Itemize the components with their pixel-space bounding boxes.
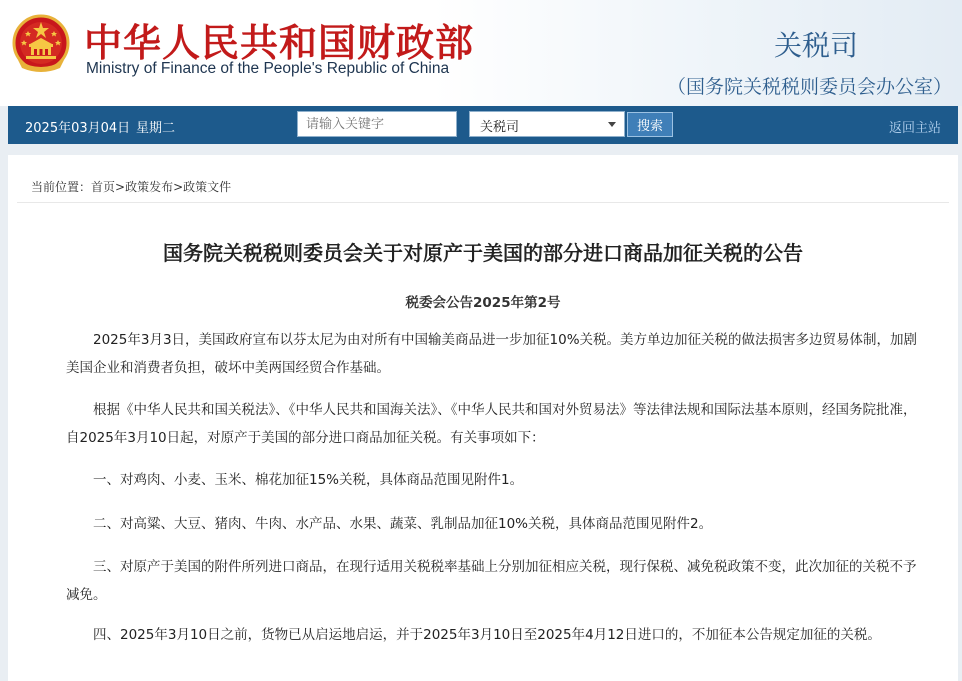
current-weekday: 星期二: [136, 121, 176, 136]
national-emblem-icon[interactable]: [10, 14, 72, 76]
main-content: [8, 155, 958, 681]
breadcrumb-separator: >: [115, 180, 126, 194]
department-name: 关税司: [773, 29, 858, 62]
return-home-link[interactable]: 返回主站: [888, 121, 941, 136]
article-paragraph: 二、对高粱、大豆、猪肉、牛肉、水产品、水果、蔬菜、乳制品加征10%关税，具体商品范围见附件2。: [93, 516, 713, 532]
article-paragraph: 四、2025年3月10日之前，货物已从启运地启运，并于2025年3月10日至2025年4月12日进口的，不加征本公告规定加征的关税。: [93, 627, 881, 643]
chevron-down-icon: [608, 122, 616, 127]
article-paragraph: 三、对原产于美国的附件所列进口商品，在现行适用关税税率基础上分别加征相应关税，现行保税、减免税政策不变，此次加征的关税不予减免。: [66, 559, 917, 603]
breadcrumb-item-home[interactable]: 首页: [91, 180, 116, 194]
department-subtitle: （国务院关税税则委员会办公室）: [666, 76, 952, 98]
scope-select-value: 关税司: [480, 120, 520, 135]
breadcrumb: [17, 163, 949, 203]
article-paragraph: 2025年3月3日，美国政府宣布以芬太尼为由对所有中国输美商品进一步加征10%关税。美方单边加征关税的做法损害多边贸易体制，加剧美国企业和消费者负担，破坏中美两国经贸合作基础。: [66, 332, 918, 376]
nav-bar: [8, 106, 958, 144]
document-number: 税委会公告2025年第2号: [405, 295, 561, 311]
current-date: 2025年03月04日: [25, 121, 131, 136]
search-input[interactable]: [297, 111, 457, 137]
breadcrumb-item-policy-documents[interactable]: 政策文件: [183, 180, 232, 194]
breadcrumb-separator: >: [173, 180, 184, 194]
breadcrumb-item-policy-release[interactable]: 政策发布: [125, 180, 174, 194]
article-title: 国务院关税税则委员会关于对原产于美国的部分进口商品加征关税的公告: [163, 241, 803, 265]
article-paragraph: 根据《中华人民共和国关税法》、《中华人民共和国海关法》、《中华人民共和国对外贸易法》等法律法规和国际法基本原则，经国务院批准，自2025年3月10日起，对原产于美国的部分进口商品加征关税。有关事项如下：: [66, 402, 917, 446]
article-paragraph: 一、对鸡肉、小麦、玉米、棉花加征15%关税，具体商品范围见附件1。: [93, 472, 524, 488]
breadcrumb-prefix: 当前位置：: [31, 180, 92, 194]
site-header: [0, 0, 962, 106]
site-title-cn: 中华人民共和国财政部: [84, 21, 475, 65]
scope-select[interactable]: [469, 111, 625, 137]
search-button[interactable]: 搜索: [627, 112, 673, 137]
site-title-en: Ministry of Finance of the People's Republic of China: [86, 60, 450, 77]
